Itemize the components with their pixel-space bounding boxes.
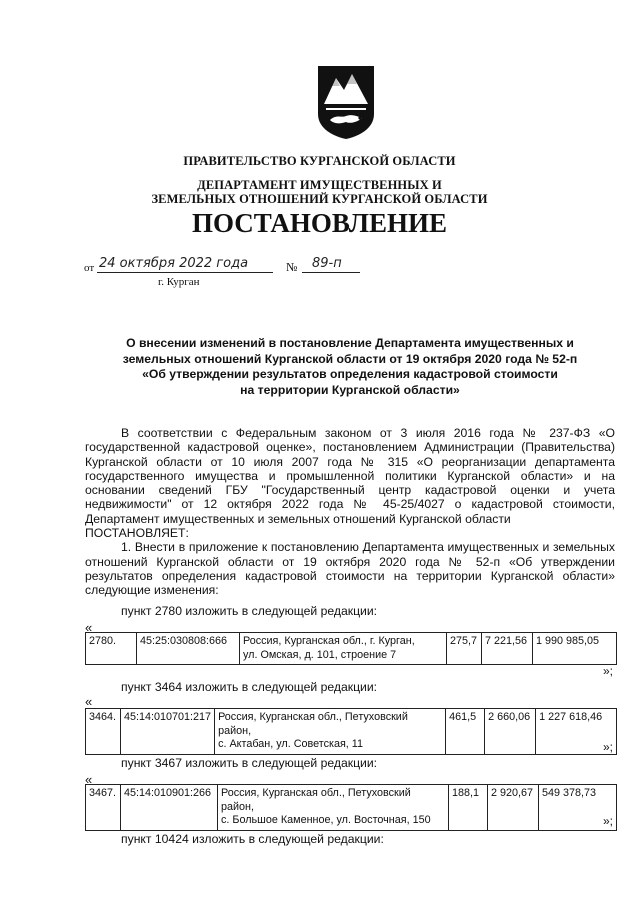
cadastral-table-row (85, 708, 617, 755)
subject-line: «Об утверждении результатов определения кадастровой стоимости (142, 367, 558, 381)
specific-value: 7 221,56 (482, 633, 533, 665)
preamble-paragraph: В соответствии с Федеральным законом от 3 июля 2016 года № 237-ФЗ «О государственной кадастровой оценке», постановлением Администрации (Правительства) Курганской области от 10 июля 2007 года № 315 «О реорганизации департамента государственного имущества и промышленной политики Курганской области» и на основании сведений ГБУ "Государственный центр кадастровой оценки и учета недвижимости" от 12 октября 2022 года № 45-25/4027 о кадастровой стоимости, Департамент имущественных и земельных отношений Курганской области (85, 426, 615, 526)
handwritten-number: 89-п (312, 256, 342, 271)
object-address (215, 709, 446, 755)
quote-open: « (85, 620, 93, 635)
address-line: с. Актабан, ул. Советская, 11 (218, 738, 364, 750)
entry-intro: пункт 3464 изложить в следующей редакции: (121, 680, 378, 694)
quote-close: »; (603, 814, 614, 828)
cadastral-table-row (85, 632, 617, 665)
department-name-line2: ЗЕМЕЛЬНЫХ ОТНОШЕНИЙ КУРГАНСКОЙ ОБЛАСТИ (151, 192, 488, 206)
government-name: ПРАВИТЕЛЬСТВО КУРГАНСКОЙ ОБЛАСТИ (183, 154, 456, 168)
quote-close: »; (603, 740, 614, 754)
row-number: 3467. (86, 785, 121, 831)
handwritten-date: 24 октября 2022 года (99, 256, 249, 271)
object-area: 188,1 (449, 785, 488, 831)
coat-of-arms-emblem (316, 64, 376, 140)
specific-value: 2 920,67 (488, 785, 539, 831)
cadastral-number: 45:14:010701:217 (121, 709, 215, 755)
subject-line: на территории Курганской области» (240, 382, 460, 397)
document-subject (100, 336, 600, 398)
quote-open: « (85, 694, 93, 709)
address-line: Россия, Курганская обл., г. Курган, (243, 635, 415, 647)
number-label: № (286, 260, 298, 274)
address-line: ул. Омская, д. 101, строение 7 (243, 648, 397, 661)
address-line: с. Большое Каменное, ул. Восточная, 150 (221, 814, 431, 826)
specific-value: 2 660,06 (485, 709, 536, 755)
cadastral-number: 45:25:030808:666 (137, 633, 240, 665)
address-line: Россия, Курганская обл., Петуховский район, (221, 787, 411, 813)
cadastral-number: 45:14:010901:266 (121, 785, 218, 831)
row-number: 2780. (86, 633, 137, 665)
address-line: Россия, Курганская обл., Петуховский район, (218, 711, 408, 737)
from-label: от (84, 262, 95, 274)
document-type-title: ПОСТАНОВЛЕНИЕ (191, 208, 448, 238)
department-name-line1: ДЕПАРТАМЕНТ ИМУЩЕСТВЕННЫХ И (197, 178, 442, 192)
subject-line: земельных отношений Курганской области от 19 октября 2020 года № 52-п (122, 351, 578, 366)
cadastral-value: 1 990 985,05 (533, 633, 617, 665)
entry-intro: пункт 10424 изложить в следующей редакции: (121, 832, 384, 846)
cadastral-table-row (85, 784, 617, 831)
item-1-paragraph: 1. Внести в приложение к постановлению Департамента имущественных и земельных отношений Курганской области от 19 октября 2020 года № 52-п «Об утверждении результатов определения кадастровой стоимости на территории Курганской области» следующие изменения: (85, 540, 615, 598)
cadastral-value: 549 378,73 (539, 785, 617, 831)
city: г. Курган (158, 276, 200, 288)
quote-close: »; (603, 664, 614, 678)
object-area: 275,7 (447, 633, 482, 665)
object-area: 461,5 (446, 709, 485, 755)
object-address (240, 633, 447, 665)
date-underline (97, 258, 273, 273)
document-body (85, 426, 615, 598)
subject-line: О внесении изменений в постановление Департамента имущественных и (126, 336, 574, 350)
cadastral-value: 1 227 618,46 (536, 709, 617, 755)
object-address (218, 785, 449, 831)
entry-intro: пункт 2780 изложить в следующей редакции: (121, 604, 378, 618)
entry-intro: пункт 3467 изложить в следующей редакции: (121, 756, 378, 770)
number-underline (302, 258, 360, 273)
decree-word: ПОСТАНОВЛЯЕТ: (85, 526, 189, 541)
quote-open: « (85, 772, 93, 787)
row-number: 3464. (86, 709, 121, 755)
